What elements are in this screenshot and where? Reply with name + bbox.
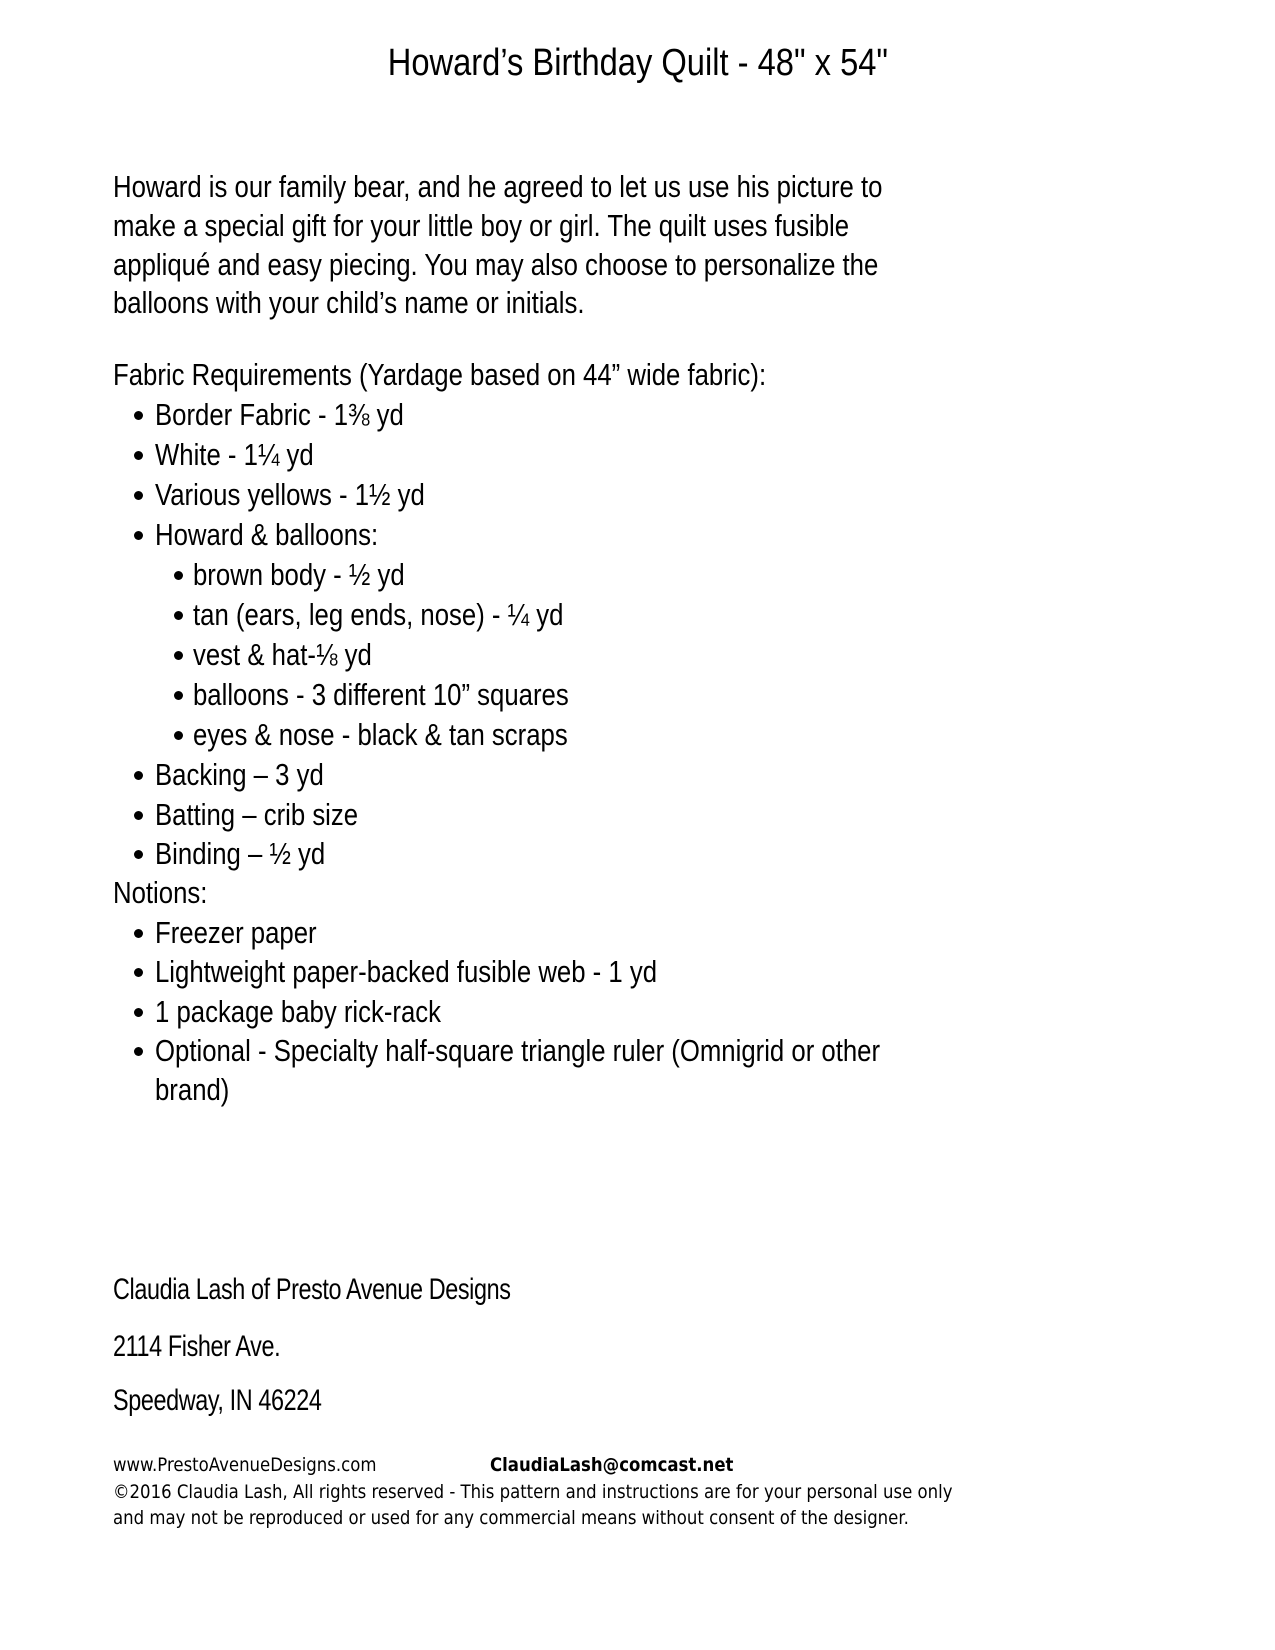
copyright-line: and may not be reproduced or used for any commercial means without consent of the designer.	[113, 1507, 909, 1529]
fabric-sub-item-text: balloons - 3 different 10” squares	[193, 677, 569, 712]
fabric-item-text: Backing – 3 yd	[155, 757, 324, 792]
email-link[interactable]	[490, 1453, 733, 1477]
fabric-item-text: Howard & balloons:	[155, 517, 379, 552]
fabric-item-text: Batting – crib size	[155, 797, 359, 832]
bullet-icon	[134, 451, 143, 460]
notion-item-text: Optional - Specialty half-square triangle ruler (Omnigrid or other	[155, 1033, 881, 1068]
fabric-item-text: Binding – ½ yd	[155, 836, 326, 871]
fabric-sub-item-text: eyes & nose - black & tan scraps	[193, 717, 568, 752]
bullet-icon	[174, 651, 183, 660]
fabric-item-text: White - 1¼ yd	[155, 437, 314, 472]
fabric-sub-item-text: brown body - ½ yd	[193, 557, 405, 592]
designer-name: Claudia Lash of Presto Avenue Designs	[113, 1273, 511, 1306]
bullet-icon	[134, 771, 143, 780]
bullet-icon	[174, 571, 183, 580]
intro-line: Howard is our family bear, and he agreed to let us use his picture to	[113, 169, 883, 204]
fabric-sub-item-text: tan (ears, leg ends, nose) - ¼ yd	[193, 597, 564, 632]
notion-item-continuation: brand)	[155, 1072, 230, 1107]
bullet-icon	[174, 691, 183, 700]
page-title	[0, 40, 1275, 86]
designer-city: Speedway, IN 46224	[113, 1384, 322, 1417]
bullet-icon	[134, 411, 143, 420]
bullet-icon	[134, 1008, 143, 1017]
notion-item-text: Lightweight paper-backed fusible web - 1 yd	[155, 954, 658, 989]
intro-line: balloons with your child’s name or initials.	[113, 285, 585, 320]
bullet-icon	[174, 731, 183, 740]
copyright-line: ©2016 Claudia Lash, All rights reserved - This pattern and instructions are for your personal use only	[113, 1481, 953, 1503]
designer-street: 2114 Fisher Ave.	[113, 1330, 281, 1363]
title-text: Howard’s Birthday Quilt - 48" x 54"	[387, 42, 888, 84]
fabric-sub-item-text: vest & hat-⅛ yd	[193, 637, 372, 672]
fabric-heading: Fabric Requirements (Yardage based on 44” wide fabric):	[113, 357, 767, 392]
bullet-icon	[134, 491, 143, 500]
bullet-icon	[174, 611, 183, 620]
intro-line: make a special gift for your little boy or girl. The quilt uses fusible	[113, 208, 850, 243]
intro-line: appliqué and easy piecing. You may also choose to personalize the	[113, 247, 879, 282]
bullet-icon	[134, 929, 143, 938]
bullet-icon	[134, 531, 143, 540]
notions-heading: Notions:	[113, 875, 208, 910]
notion-item-text: 1 package baby rick-rack	[155, 994, 442, 1029]
bullet-icon	[134, 811, 143, 820]
email-text: ClaudiaLash@comcast.net	[490, 1454, 734, 1476]
bullet-icon	[134, 968, 143, 977]
notion-item-text: Freezer paper	[155, 915, 317, 950]
bullet-icon	[134, 1047, 143, 1056]
fabric-item-text: Border Fabric - 1⅜ yd	[155, 397, 404, 432]
website-link[interactable]: www.PrestoAvenueDesigns.com	[113, 1454, 377, 1476]
bullet-icon	[134, 850, 143, 859]
fabric-item-text: Various yellows - 1½ yd	[155, 477, 425, 512]
